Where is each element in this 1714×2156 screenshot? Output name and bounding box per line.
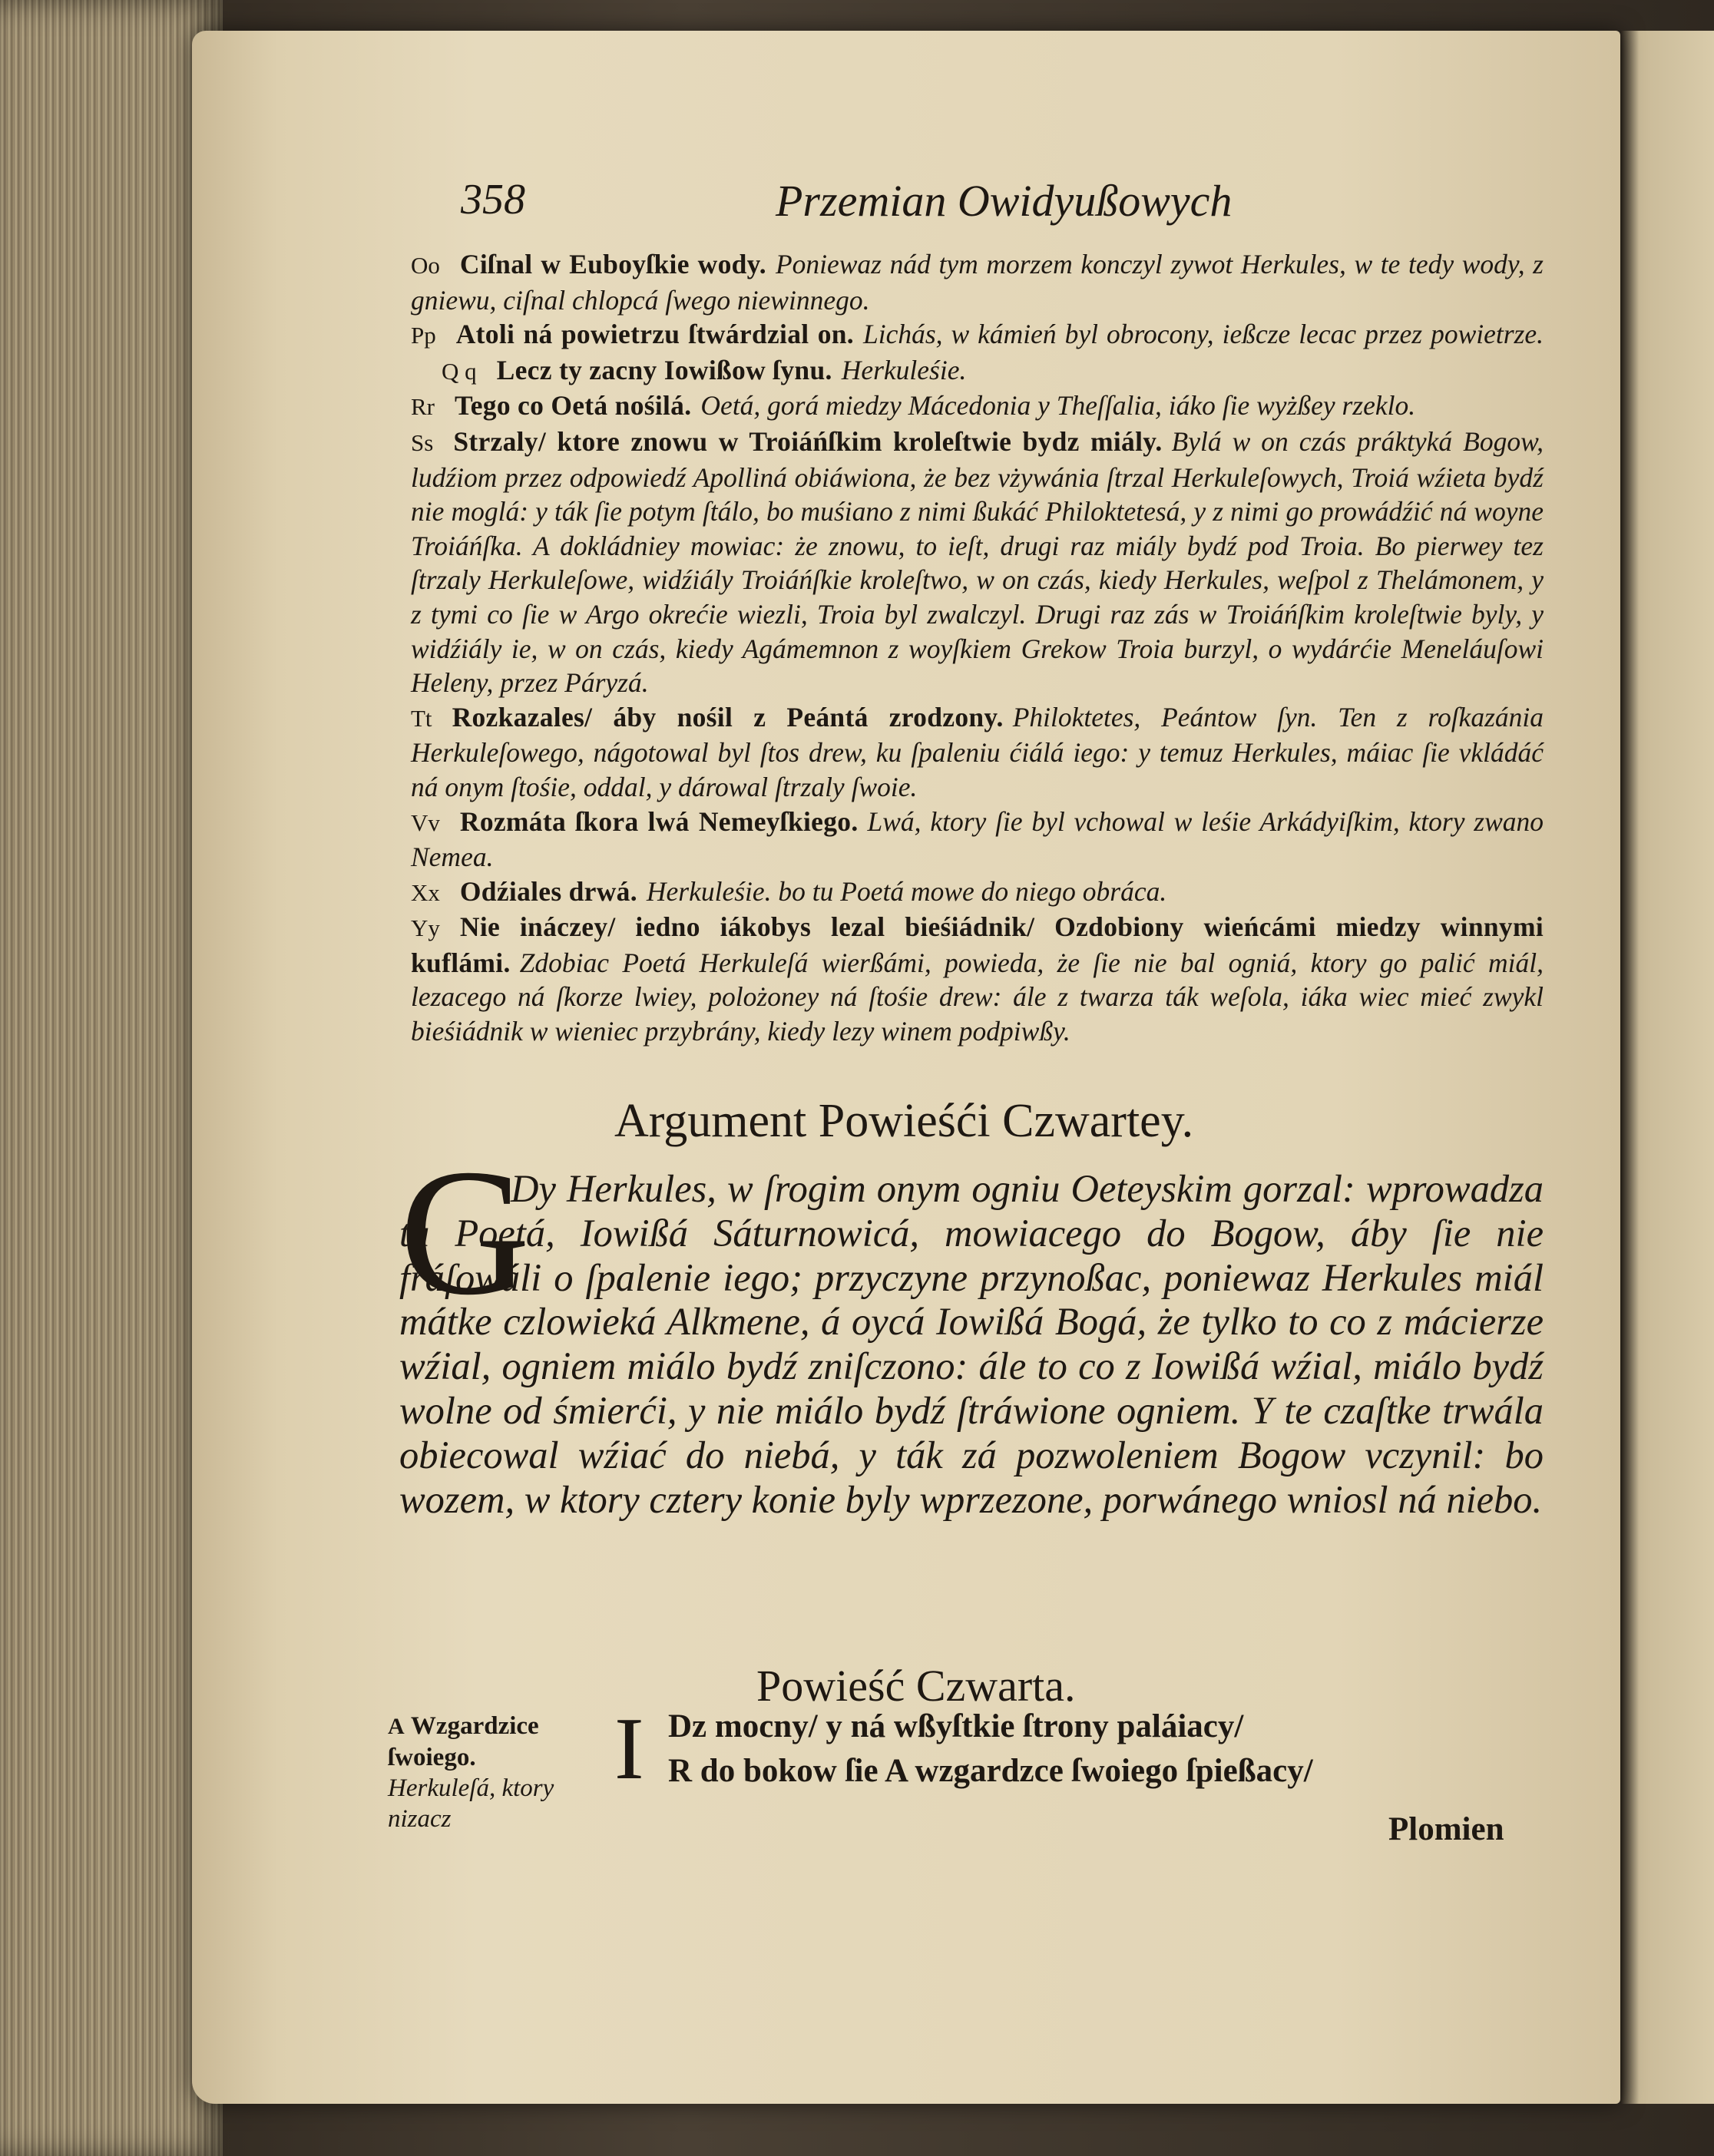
note-gloss: Lichás, w kámień byl obrocony, ießcze lecac przez powietrze. <box>862 319 1544 350</box>
note-lemma: Rozkazales/ áby nośil z Peántá zrodzony. <box>452 701 1004 732</box>
note-gloss: Philoktetes, Peántow ſyn. Ten z roſkazánia Herkuleſowego, nágotowal byl ſtos drew, ku ſpaleniu ćiálá iego: y temuz Herkules, máiac ſie vkládáć ná onym ſtośie, oddal, y dárowal ſtrzaly ſwoie. <box>411 701 1544 802</box>
note-key: Oo <box>411 252 440 279</box>
margin-note-anchor: A <box>388 1714 405 1739</box>
note-gloss: Bylá w on czás práktyká Bogow, ludźiom przez odpowiedź Apolliná obiáwiona, że bez vżywánia ſtrzal Herkuleſowych, Troiá wźieta bydź nie moglá: y ták ſie potym ſtálo, bo muśiano z nimi ßukáć Philoktetesá, y z nimi go prowádźić ná woyne Troiáńſka. A dokládniey mowiac: że znowu, to ieſt, drugi raz miály bydź pod Troia. Bo pierwey tez ſtrzaly Herkuleſowe, widźiály Troiáńſkie kroleſtwo, w on czás, kiedy Herkules, weſpol z Thelámonem, y z tymi co ſie w Argo okrećie wiezli, Troia byl zwalczyl. Drugi raz zás w Troiáńſkim kroleſtwie byly, y widźiály ie, w on czás, kiedy Agámemnon z woyſkiem Grekow Troia burzyl, o wydárćie Meneláuſowi Heleny, przez Páryzá. <box>411 425 1544 699</box>
note-vv <box>411 805 1544 875</box>
note-gloss: Lwá, ktory ſie byl vchowal w leśie Arkádyiſkim, ktory zwano Nemea. <box>411 805 1544 873</box>
verse-drop-capital: I <box>614 1700 644 1798</box>
running-title: Przemian Owidyußowych <box>776 176 1233 226</box>
note-rr <box>411 389 1544 425</box>
margin-note-text: Herkuleſá, ktory nizacz <box>388 1774 554 1833</box>
note-key: Rr <box>411 393 435 421</box>
verse-line: Dz mocny/ y ná wßyſtkie ſtrony paláiacy/ <box>668 1708 1244 1744</box>
argument-body: Dy Herkules, w ſrogim onym ogniu Oeteyskim gorzal: wprowadza tu Poetá, Iowißá Sáturnowicá, mowiacego do Bogow, áby ſie nie fráſowáli o ſpalenie iego; przyczyne przynoßac, poniewaz Herkules miál mátke czlowieká Alkmene, á oycá Iowißá Bogá, że tylko to co z mácierze wźial, ogniem miálo bydź zniſczono: ále to co z Iowißá wźial, miálo bydź wolne od śmierći, y nie miálo bydź ſtráwione ogniem. Y te czaſtke trwála obiecowal wźiać do niebá, y ták zá pozwoleniem Bogow vczynil: bo wozem, w ktory cztery konie byly wprzezone, porwánego wniosl ná niebo. <box>399 1167 1544 1521</box>
note-key: Ss <box>411 428 434 456</box>
note-gloss: Poniewaz nád tym morzem konczyl zywot Herkules, w te tedy wody, z gniewu, ciſnal chlopcá ſwego niewinnego. <box>411 249 1544 316</box>
note-lemma: Ciſnal w Euboyſkie wody. <box>459 249 766 279</box>
note-lemma: Atoli ná powietrzu ſtwárdzial on. <box>455 319 854 350</box>
note-lemma: Rozmáta ſkora lwá Nemeyſkiego. <box>459 805 859 837</box>
note-ss <box>411 425 1544 700</box>
note-key: Xx <box>411 878 440 906</box>
folio-number: 358 <box>461 176 525 223</box>
verse-line: R do bokow ſie A wzgardzce ſwoiego ſpießacy/ <box>668 1753 1313 1789</box>
note-pp <box>411 317 1544 389</box>
note-lemma: Odźiales drwá. <box>459 875 637 907</box>
verse-block <box>614 1700 1520 1798</box>
note-gloss: Herkuleśie. bo tu Poetá mowe do niego obráca. <box>646 875 1167 907</box>
drop-capital: G <box>399 1133 531 1333</box>
note-xx <box>411 875 1544 911</box>
note-key: Tt <box>411 704 432 732</box>
note-key: Q q <box>442 357 477 385</box>
argument-block <box>399 1133 1544 1522</box>
note-lemma: Lecz ty zacny Iowißow ſynu. <box>496 354 832 385</box>
tale-heading: Powieść Czwarta. <box>756 1661 1076 1711</box>
note-key: Pp <box>411 322 436 349</box>
note-key: Yy <box>411 914 440 942</box>
note-gloss: Herkuleśie. <box>841 354 967 385</box>
page-header <box>461 175 1536 229</box>
argument-text <box>399 1167 1544 1522</box>
argument-heading: Argument Powieśći Czwartey. <box>614 1095 1194 1147</box>
note-yy <box>411 910 1544 1048</box>
page-stack-edge <box>0 0 223 2156</box>
note-oo <box>411 247 1544 317</box>
note-tt <box>411 700 1544 805</box>
note-lemma: Strzaly/ ktore znowu w Troiáńſkim kroleſtwie bydz miály. <box>453 425 1163 457</box>
facing-page-edge <box>1620 31 1714 2104</box>
margin-note <box>388 1711 587 1834</box>
note-gloss: Zdobiac Poetá Herkuleſá wierßámi, powieda, że ſie nie bal ogniá, ktory go palić miál, lezacego ná ſkorze lwiey, polożoney ná ſtośie drew: ále z twarza ták weſola, iáka wiec mieć zwykl bieśiádnik w wieniec przybrány, kiedy lezy winem podpiwßy. <box>411 947 1544 1047</box>
note-key: Vv <box>411 808 440 836</box>
commentary-notes <box>411 247 1544 1049</box>
catchword: Plomien <box>1388 1811 1504 1847</box>
note-gloss: Oetá, gorá miedzy Mácedonia y Theſſalia, iáko ſie wyżßey rzeklo. <box>700 390 1416 422</box>
note-lemma: Nie ináczey/ iedno iákobys lezal bieśiádnik/ Ozdobiony wieńcámi miedzy winnymi kuflámi. <box>411 911 1544 978</box>
margin-note-lemma: Wzgardzice ſwoiego. <box>388 1712 539 1771</box>
note-lemma: Tego co Oetá nośilá. <box>455 390 692 422</box>
